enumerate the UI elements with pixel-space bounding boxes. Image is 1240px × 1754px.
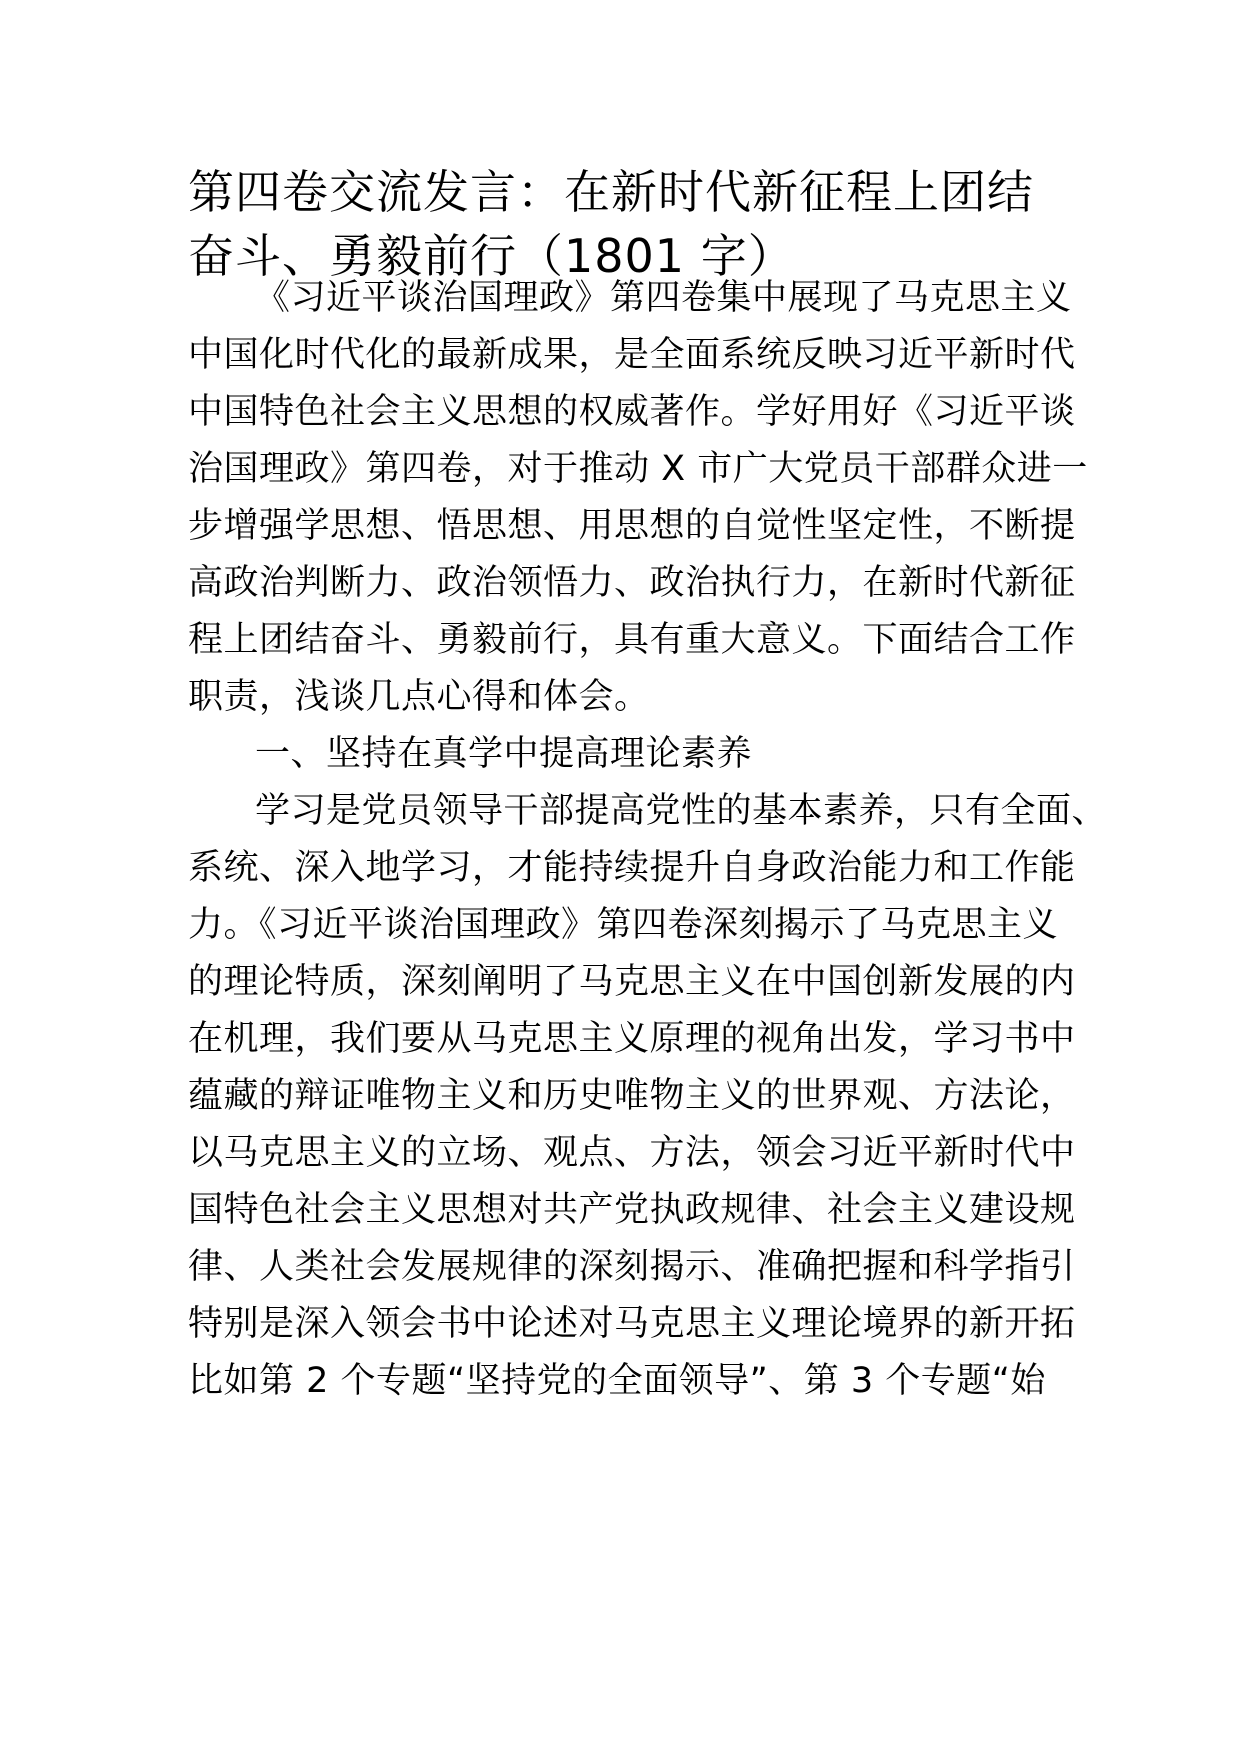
paragraph-line: 在机理，我们要从马克思主义原理的视角出发，学习书中 [188,1019,1076,1059]
paragraph-line: 以马克思主义的立场、观点、方法，领会习近平新时代中 [188,1133,1076,1173]
paragraph-line: 程上团结奋斗、勇毅前行，具有重大意义。下面结合工作 [188,620,1076,660]
title-line: 奋斗、勇毅前行（1801 字） [188,229,795,283]
paragraph-line: 的理论特质，深刻阐明了马克思主义在中国创新发展的内 [188,962,1076,1002]
paragraph-line: 比如第 2 个专题“坚持党的全面领导”、第 3 个专题“始 [188,1361,1046,1401]
paragraph-line: 治国理政》第四卷，对于推动 X 市广大党员干部群众进一 [188,449,1088,489]
paragraph-line: 中国特色社会主义思想的权威著作。学好用好《习近平谈 [188,392,1076,432]
paragraph-line: 国特色社会主义思想对共产党执政规律、社会主义建设规 [188,1190,1076,1230]
paragraph-line: 中国化时代化的最新成果，是全面系统反映习近平新时代 [188,335,1076,375]
paragraph-line: 《习近平谈治国理政》第四卷集中展现了马克思主义 [255,278,1072,318]
paragraph-line: 特别是深入领会书中论述对马克思主义理论境界的新开拓 [188,1304,1076,1344]
section-heading: 一、坚持在真学中提高理论素养 [255,734,753,774]
paragraph-line: 力。《习近平谈治国理政》第四卷深刻揭示了马克思主义 [188,905,1059,945]
paragraph-line: 高政治判断力、政治领悟力、政治执行力，在新时代新征 [188,563,1076,603]
paragraph-line: 步增强学思想、悟思想、用思想的自觉性坚定性，不断提 [188,506,1076,546]
paragraph-line: 职责，浅谈几点心得和体会。 [188,677,650,717]
title-line: 第四卷交流发言：在新时代新征程上团结 [188,165,1034,219]
paragraph-line: 学习是党员领导干部提高党性的基本素养，只有全面、 [255,791,1108,831]
paragraph-line: 系统、深入地学习，才能持续提升自身政治能力和工作能 [188,848,1076,888]
paragraph-line: 蕴藏的辩证唯物主义和历史唯物主义的世界观、方法论， [188,1076,1076,1116]
document-title [188,160,1058,288]
paragraph-line: 律、人类社会发展规律的深刻揭示、准确把握和科学指引 [188,1247,1076,1287]
